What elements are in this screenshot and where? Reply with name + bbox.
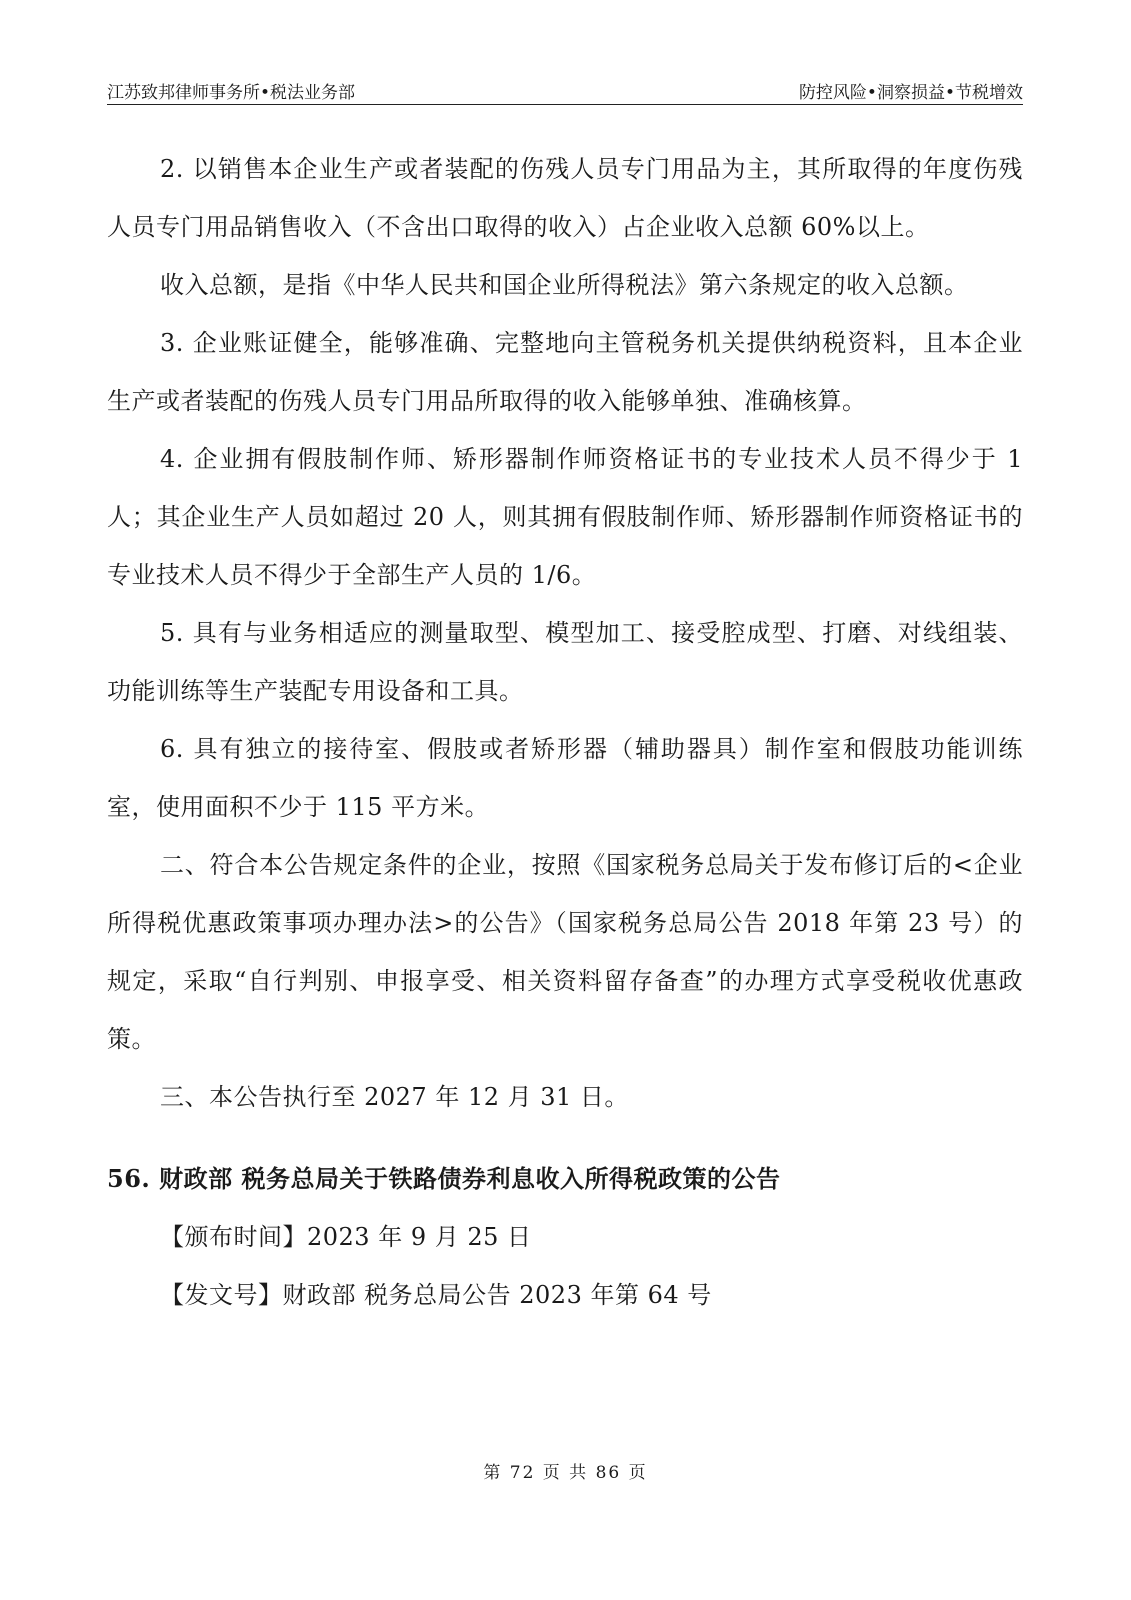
paragraph-item-6: 6. 具有独立的接待室、假肢或者矫形器（辅助器具）制作室和假肢功能训练室，使用面积不少于 115 平方米。 [107, 735, 1023, 821]
header-slogan: 防控风险•洞察损益•节税增效 [798, 83, 1023, 103]
page-number: 第 72 页 共 86 页 [483, 1463, 648, 1483]
document-number: 【发文号】财政部 税务总局公告 2023 年第 64 号 [160, 1281, 712, 1309]
paragraph-article-2: 二、符合本公告规定条件的企业，按照《国家税务总局关于发布修订后的<企业所得税优惠政策事项办理办法>的公告》（国家税务总局公告 2018 年第 23 号）的规定，采取“自行判别、申报享受、相关资料留存备查”的办理方式享受税收优惠政策。 [107, 851, 1023, 1053]
document-body [107, 140, 1023, 1324]
paragraph-item-2: 2. 以销售本企业生产或者装配的伤残人员专门用品为主，其所取得的年度伤残人员专门用品销售收入（不含出口取得的收入）占企业收入总额 60%以上。 [107, 155, 1023, 241]
publish-date: 【颁布时间】2023 年 9 月 25 日 [160, 1223, 532, 1251]
section-title: 56. 财政部 税务总局关于铁路债券利息收入所得税政策的公告 [107, 1164, 781, 1193]
paragraph-item-5: 5. 具有与业务相适应的测量取型、模型加工、接受腔成型、打磨、对线组装、功能训练等生产装配专用设备和工具。 [107, 619, 1023, 705]
paragraph-item-3: 3. 企业账证健全，能够准确、完整地向主管税务机关提供纳税资料，且本企业生产或者装配的伤残人员专门用品所取得的收入能够单独、准确核算。 [107, 329, 1023, 415]
paragraph-article-3: 三、本公告执行至 2027 年 12 月 31 日。 [160, 1083, 629, 1111]
page-header [107, 76, 1023, 105]
header-firm-name: 江苏致邦律师事务所•税法业务部 [107, 83, 356, 103]
paragraph-item-4: 4. 企业拥有假肢制作师、矫形器制作师资格证书的专业技术人员不得少于 1 人；其企业生产人员如超过 20 人，则其拥有假肢制作师、矫形器制作师资格证书的专业技术人员不得少于全部生产人员的 1/6。 [107, 445, 1023, 589]
paragraph-income-definition: 收入总额，是指《中华人民共和国企业所得税法》第六条规定的收入总额。 [160, 271, 969, 299]
